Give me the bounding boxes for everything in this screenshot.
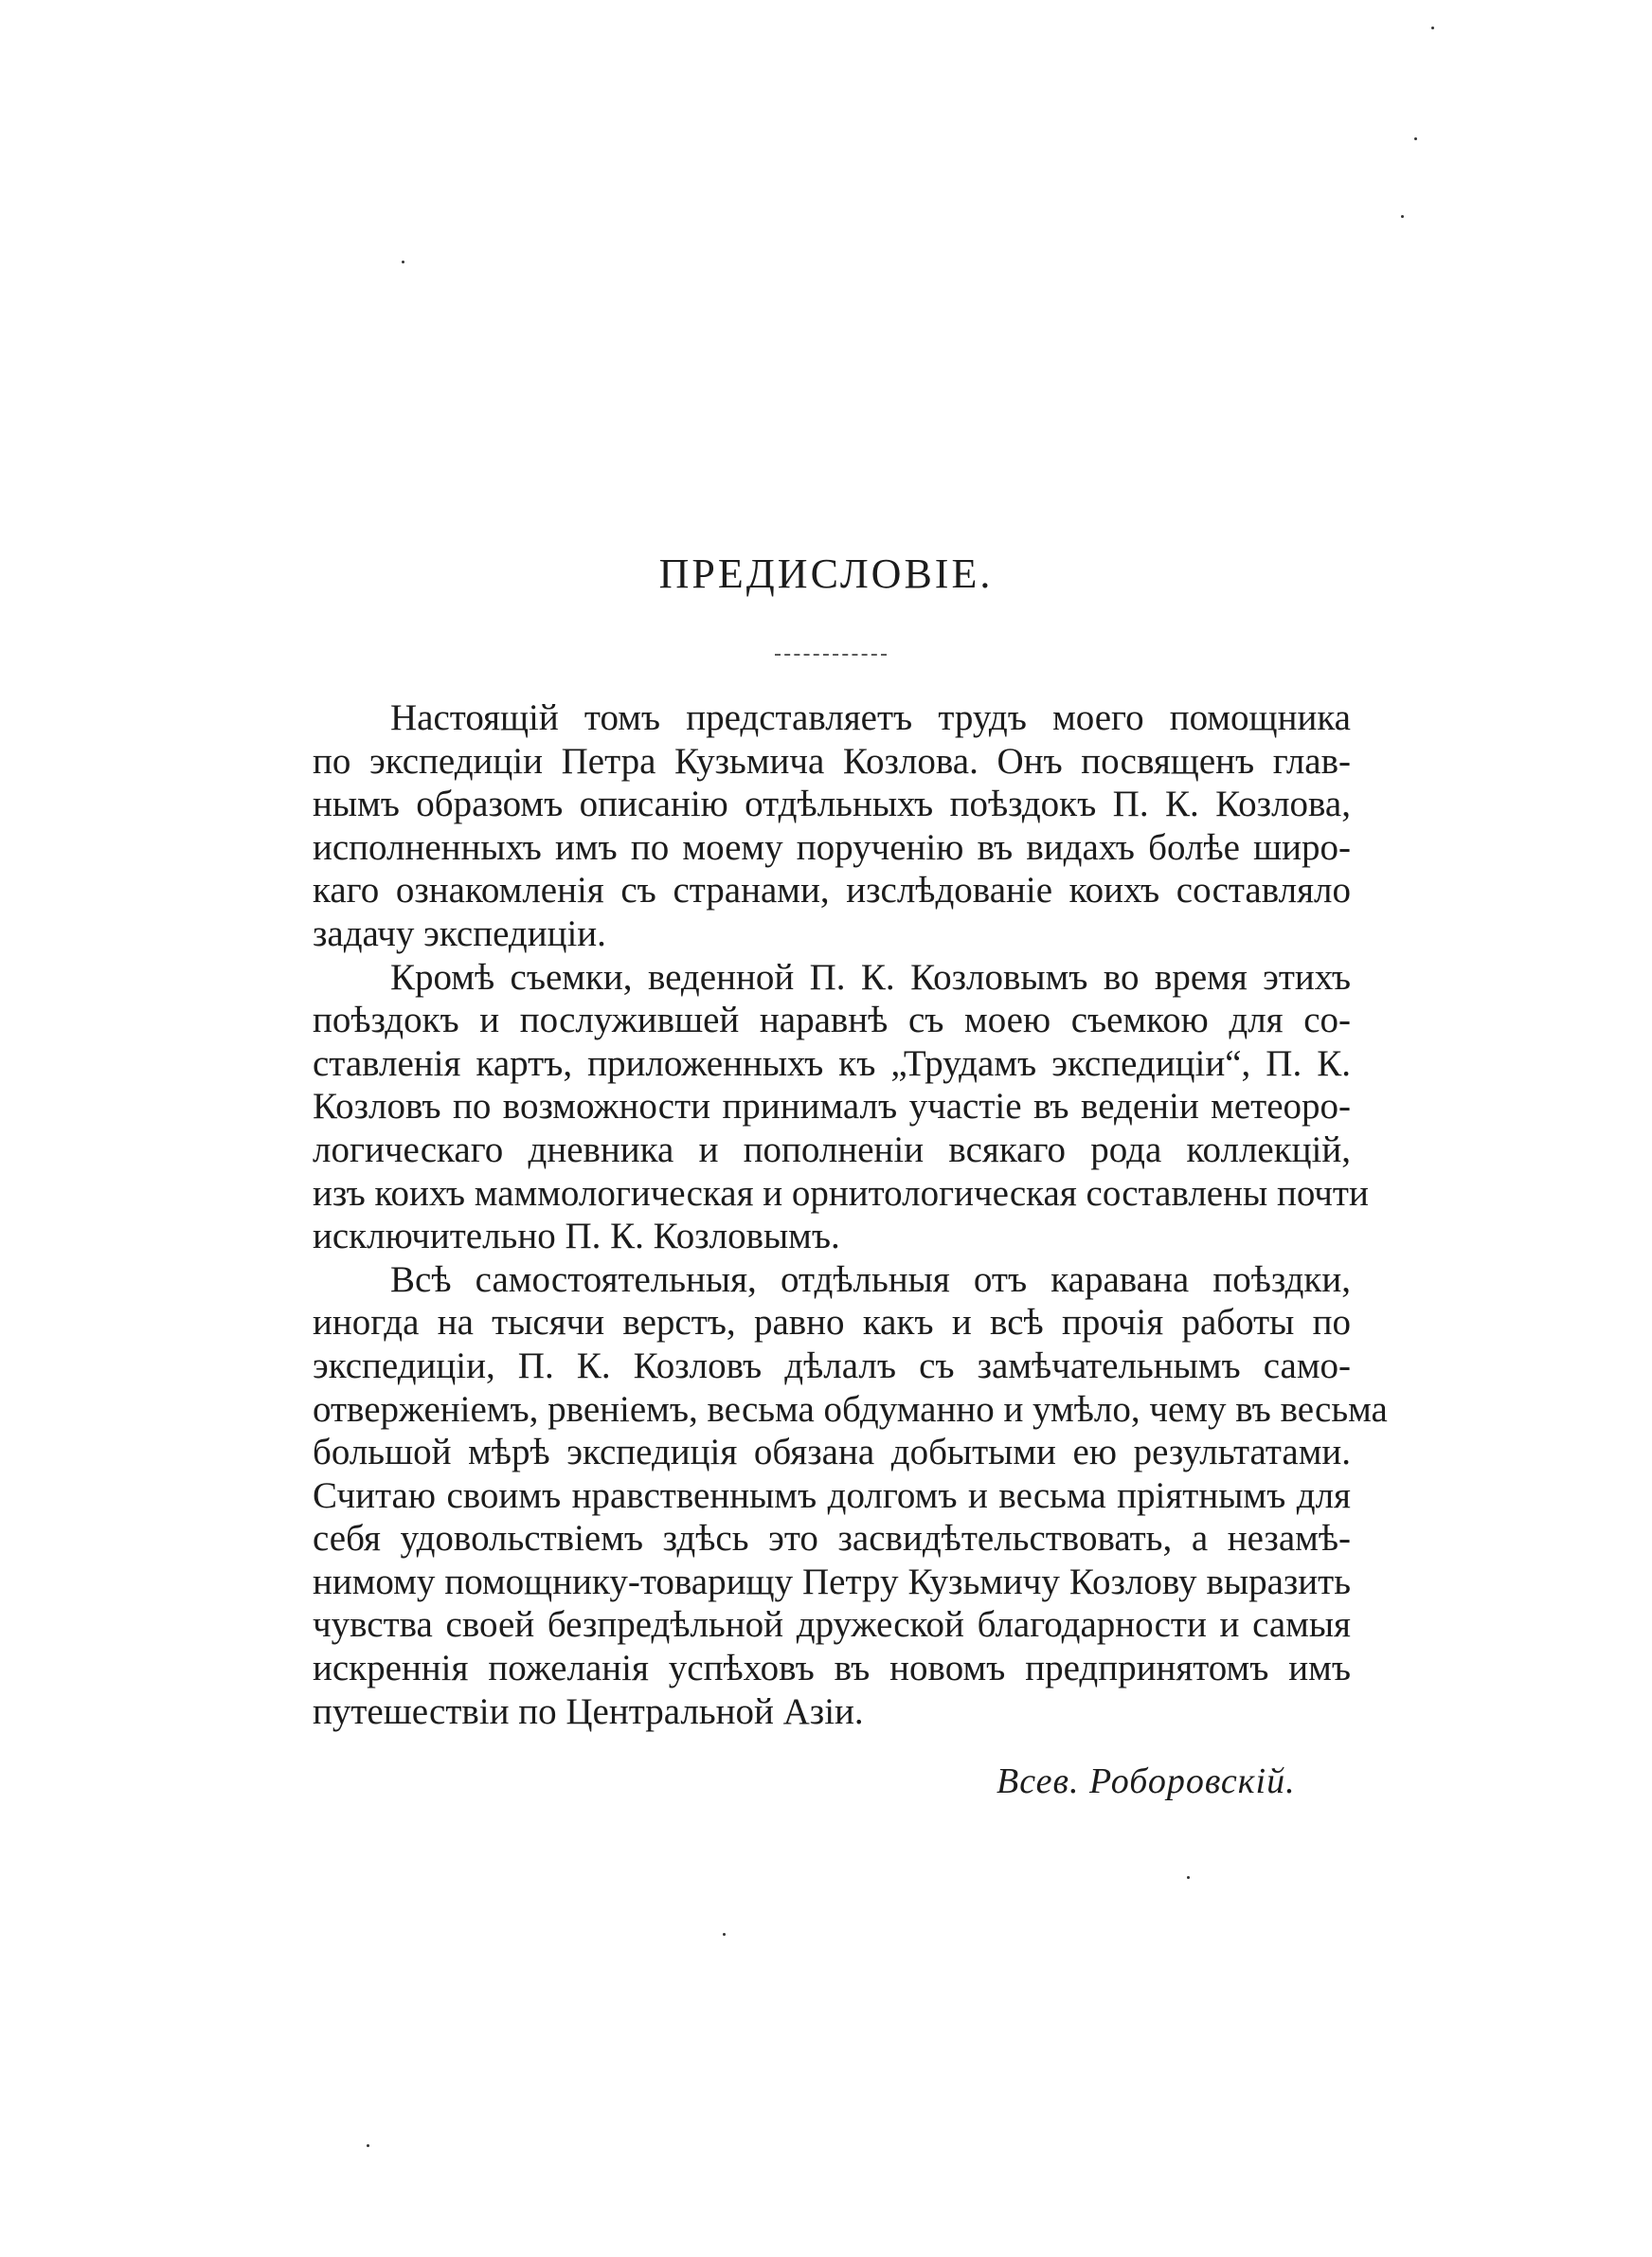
paragraph xyxy=(313,1258,1388,1734)
text-line: искреннія пожеланія успѣховъ въ новомъ предпринятомъ имъ xyxy=(313,1648,1351,1689)
text-line: иногда на тысячи верстъ, равно какъ и всѣ прочія работы по xyxy=(313,1302,1351,1344)
text-line: Считаю своимъ нравственнымъ долгомъ и весьма пріятнымъ для xyxy=(313,1474,1351,1516)
scan-speck xyxy=(1187,1876,1190,1879)
paragraph xyxy=(313,696,1351,956)
scan-speck xyxy=(367,2144,369,2147)
scan-speck xyxy=(1414,137,1417,140)
text-line: экспедиціи, П. К. Козловъ дѣлалъ съ замѣчательнымъ само- xyxy=(313,1345,1351,1386)
scan-speck xyxy=(402,261,404,263)
text-line: исключительно П. К. Козловымъ. xyxy=(313,1216,840,1257)
text-line: Всѣ самостоятельныя, отдѣльныя отъ каравана поѣздки, xyxy=(390,1258,1351,1300)
text-line: Настоящій томъ представляетъ трудъ моего помощника xyxy=(390,697,1351,738)
title-divider xyxy=(775,654,887,656)
signature: Всев. Роборовскій. xyxy=(997,1761,1296,1801)
text-line: задачу экспедиціи. xyxy=(313,912,606,954)
text-line: отверженіемъ, рвеніемъ, весьма обдуманно и умѣло, чему въ весьма xyxy=(313,1388,1388,1430)
paragraph xyxy=(313,956,1369,1258)
text-line: чувства своей безпредѣльной дружеской благодарности и самыя xyxy=(313,1604,1351,1646)
text-line: путешествіи по Центральной Азіи. xyxy=(313,1690,864,1732)
text-line: изъ коихъ маммологическая и орнитологическая составлены почти xyxy=(313,1172,1369,1214)
text-line: исполненныхъ имъ по моему порученію въ видахъ болѣе широ- xyxy=(313,826,1351,868)
text-line: большой мѣрѣ экспедиція обязана добытыми ею результатами. xyxy=(313,1432,1351,1473)
text-line: нымъ образомъ описанію отдѣльныхъ поѣздокъ П. К. Козлова, xyxy=(313,784,1351,825)
scan-speck xyxy=(1401,215,1404,218)
text-line: поѣздокъ и послужившей наравнѣ съ моею съемкою для со- xyxy=(313,1000,1351,1041)
scan-speck xyxy=(723,1933,726,1936)
text-line: Козловъ по возможности принималъ участіе въ веденіи метеоро- xyxy=(313,1086,1351,1128)
text-line: каго ознакомленія съ странами, изслѣдованіе коихъ составляло xyxy=(313,870,1351,912)
text-line: Кромѣ съемки, веденной П. К. Козловымъ во время этихъ xyxy=(390,956,1351,998)
text-line: себя удовольствіемъ здѣсь это засвидѣтельствовать, а незамѣ- xyxy=(313,1518,1351,1560)
preface-body xyxy=(313,696,1388,1733)
text-line: логическаго дневника и пополненіи всякаго рода коллекцій, xyxy=(313,1128,1351,1170)
page-title: ПРЕДИСЛОВІЕ. xyxy=(658,551,994,597)
text-line: нимому помощнику-товарищу Петру Кузьмичу Козлову выразить xyxy=(313,1561,1351,1602)
text-line: ставленія картъ, приложенныхъ къ „Трудамъ экспедиціи“, П. К. xyxy=(313,1042,1351,1084)
text-line: по экспедиціи Петра Кузьмича Козлова. Онъ посвященъ глав- xyxy=(313,740,1351,782)
scan-speck xyxy=(1431,27,1434,29)
